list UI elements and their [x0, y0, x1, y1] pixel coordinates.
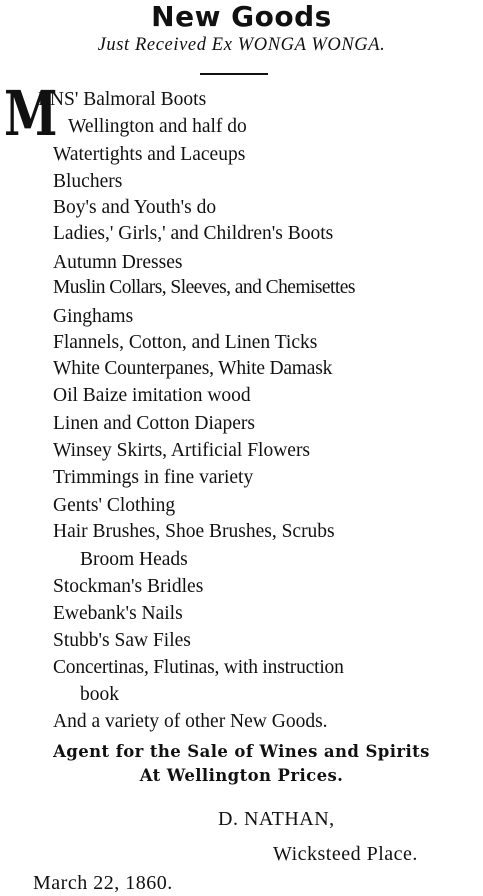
item-line: Stockman's Bridles [53, 576, 204, 597]
item-line: Oil Baize imitation wood [53, 385, 251, 406]
item-line: Bluchers [53, 171, 123, 192]
merchant-name: D. NATHAN, [218, 808, 335, 830]
item-line: Flannels, Cotton, and Linen Ticks [53, 332, 318, 353]
item-line: Wellington and half do [68, 116, 247, 137]
item-line: Broom Heads [80, 549, 188, 570]
item-line: Ginghams [53, 306, 134, 327]
item-line: Autumn Dresses [53, 252, 183, 273]
item-line: Hair Brushes, Shoe Brushes, Scrubs [53, 521, 335, 542]
item-line: White Counterpanes, White Damask [53, 358, 333, 379]
item-line: Concertinas, Flutinas, with instruction [53, 657, 344, 678]
item-line: Muslin Collars, Sleeves, and Chemisettes [53, 277, 355, 298]
item-line: Watertights and Laceups [53, 144, 246, 165]
merchant-address: Wicksteed Place. [273, 843, 418, 865]
headline: New Goods [151, 0, 332, 33]
notice-date: March 22, 1860. [33, 872, 173, 894]
item-line: And a variety of other New Goods. [53, 711, 328, 732]
item-line: Gents' Clothing [53, 495, 176, 516]
divider-rule [200, 73, 268, 75]
item-line: Ladies,' Girls,' and Children's Boots [53, 223, 334, 244]
agent-line-1: Agent for the Sale of Wines and Spirits [53, 742, 430, 761]
subheadline: Just Received Ex WONGA WONGA. [97, 35, 386, 55]
item-line: Stubb's Saw Files [53, 630, 191, 651]
agent-line-2: At Wellington Prices. [139, 766, 344, 785]
drop-cap: M [4, 77, 58, 150]
item-line: Trimmings in fine variety [53, 467, 254, 488]
item-line: Linen and Cotton Diapers [53, 413, 255, 434]
item-line: Ewebank's Nails [53, 603, 183, 624]
item-line-first: ENS' Balmoral Boots [38, 89, 207, 110]
item-line: Winsey Skirts, Artificial Flowers [53, 440, 311, 461]
item-line: book [80, 684, 119, 705]
item-line: Boy's and Youth's do [53, 197, 217, 218]
